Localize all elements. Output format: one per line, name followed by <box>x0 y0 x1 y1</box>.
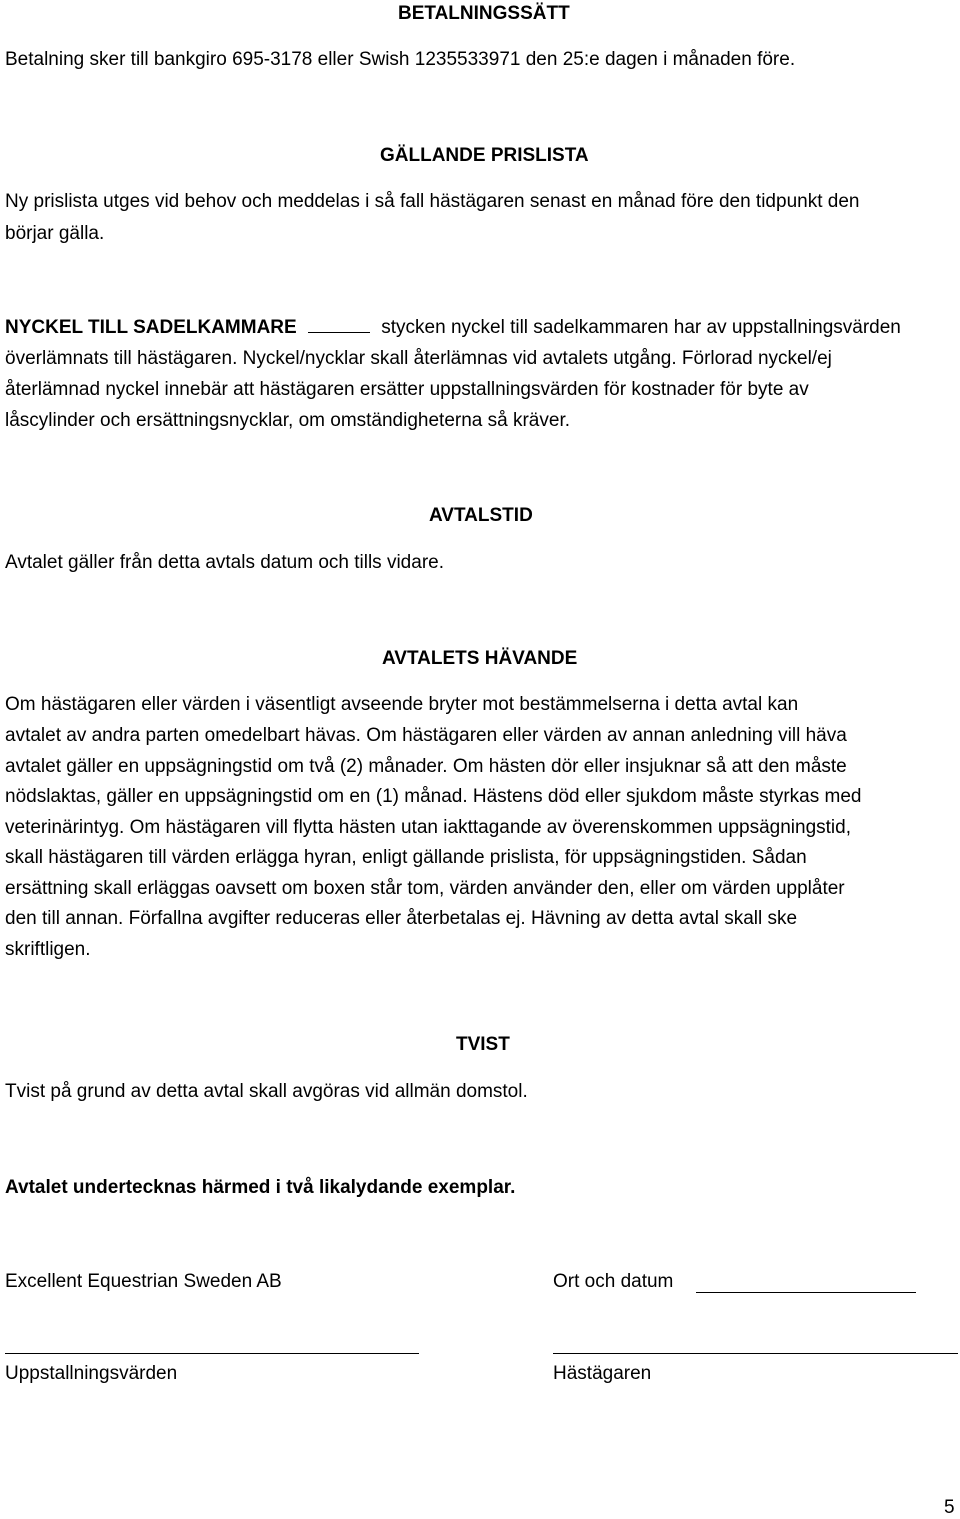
key-line-2: överlämnats till hästägaren. Nyckel/nycklar skall återlämnas vid avtalets utgång. Förlorad nyckel/ej <box>5 348 832 369</box>
payment-text: Betalning sker till bankgiro 695-3178 eller Swish 1235533971 den 25:e dagen i månaden före. <box>5 49 796 70</box>
key-heading: NYCKEL TILL SADELKAMMARE <box>5 317 297 338</box>
key-first-line <box>5 317 901 339</box>
page-number: 5 <box>944 1497 955 1518</box>
termination-line-6: skall hästägaren till värden erlägga hyran, enligt gällande prislista, för uppsägningstiden. Sådan <box>5 847 807 868</box>
termination-line-8: den till annan. Förfallna avgifter reduceras eller återbetalas ej. Hävning av detta avtal skall ske <box>5 908 798 929</box>
key-count-blank <box>308 317 370 333</box>
place-date-line <box>696 1292 916 1293</box>
dispute-heading: TVIST <box>456 1034 510 1055</box>
landlord-label: Uppstallningsvärden <box>5 1363 178 1384</box>
termination-line-4: nödslaktas, gäller en uppsägningstid om en (1) månad. Hästens död eller sjukdom måste styrkas med <box>5 786 862 807</box>
landlord-signature-line <box>5 1353 419 1354</box>
pricelist-line-1: Ny prislista utges vid behov och meddelas i så fall hästägaren senast en månad före den tidpunkt den <box>5 191 860 212</box>
term-heading: AVTALSTID <box>429 505 533 526</box>
owner-signature-line <box>553 1353 958 1354</box>
termination-line-5: veterinärintyg. Om hästägaren vill flytta hästen utan iakttagande av överenskommen uppsägningstid, <box>5 817 851 838</box>
termination-heading: AVTALETS HÄVANDE <box>382 648 578 669</box>
pricelist-heading: GÄLLANDE PRISLISTA <box>380 145 589 166</box>
place-date-label: Ort och datum <box>553 1271 674 1292</box>
key-line-3: återlämnad nyckel innebär att hästägaren ersätter uppstallningsvärden för kostnader för byte av <box>5 379 809 400</box>
term-text: Avtalet gäller från detta avtals datum och tills vidare. <box>5 552 444 573</box>
owner-label: Hästägaren <box>553 1363 652 1384</box>
termination-line-3: avtalet gäller en uppsägningstid om två (2) månader. Om hästen dör eller insjuknar så att den måste <box>5 756 847 777</box>
dispute-text: Tvist på grund av detta avtal skall avgöras vid allmän domstol. <box>5 1081 528 1102</box>
termination-line-1: Om hästägaren eller värden i väsentligt avseende bryter mot bestämmelserna i detta avtal kan <box>5 694 799 715</box>
termination-line-9: skriftligen. <box>5 939 91 960</box>
company-name: Excellent Equestrian Sweden AB <box>5 1271 282 1292</box>
key-line-1-rest: stycken nyckel till sadelkammaren har av uppstallningsvärden <box>381 317 901 338</box>
pricelist-line-2: börjar gälla. <box>5 223 105 244</box>
key-line-4: låscylinder och ersättningsnycklar, om omständigheterna så kräver. <box>5 410 570 431</box>
payment-heading: BETALNINGSSÄTT <box>398 3 570 24</box>
termination-line-7: ersättning skall erläggas oavsett om boxen står tom, värden använder den, eller om värden upplåter <box>5 878 845 899</box>
termination-line-2: avtalet av andra parten omedelbart hävas. Om hästägaren eller värden av annan anledning vill häva <box>5 725 847 746</box>
signing-statement: Avtalet undertecknas härmed i två likalydande exemplar. <box>5 1177 516 1198</box>
